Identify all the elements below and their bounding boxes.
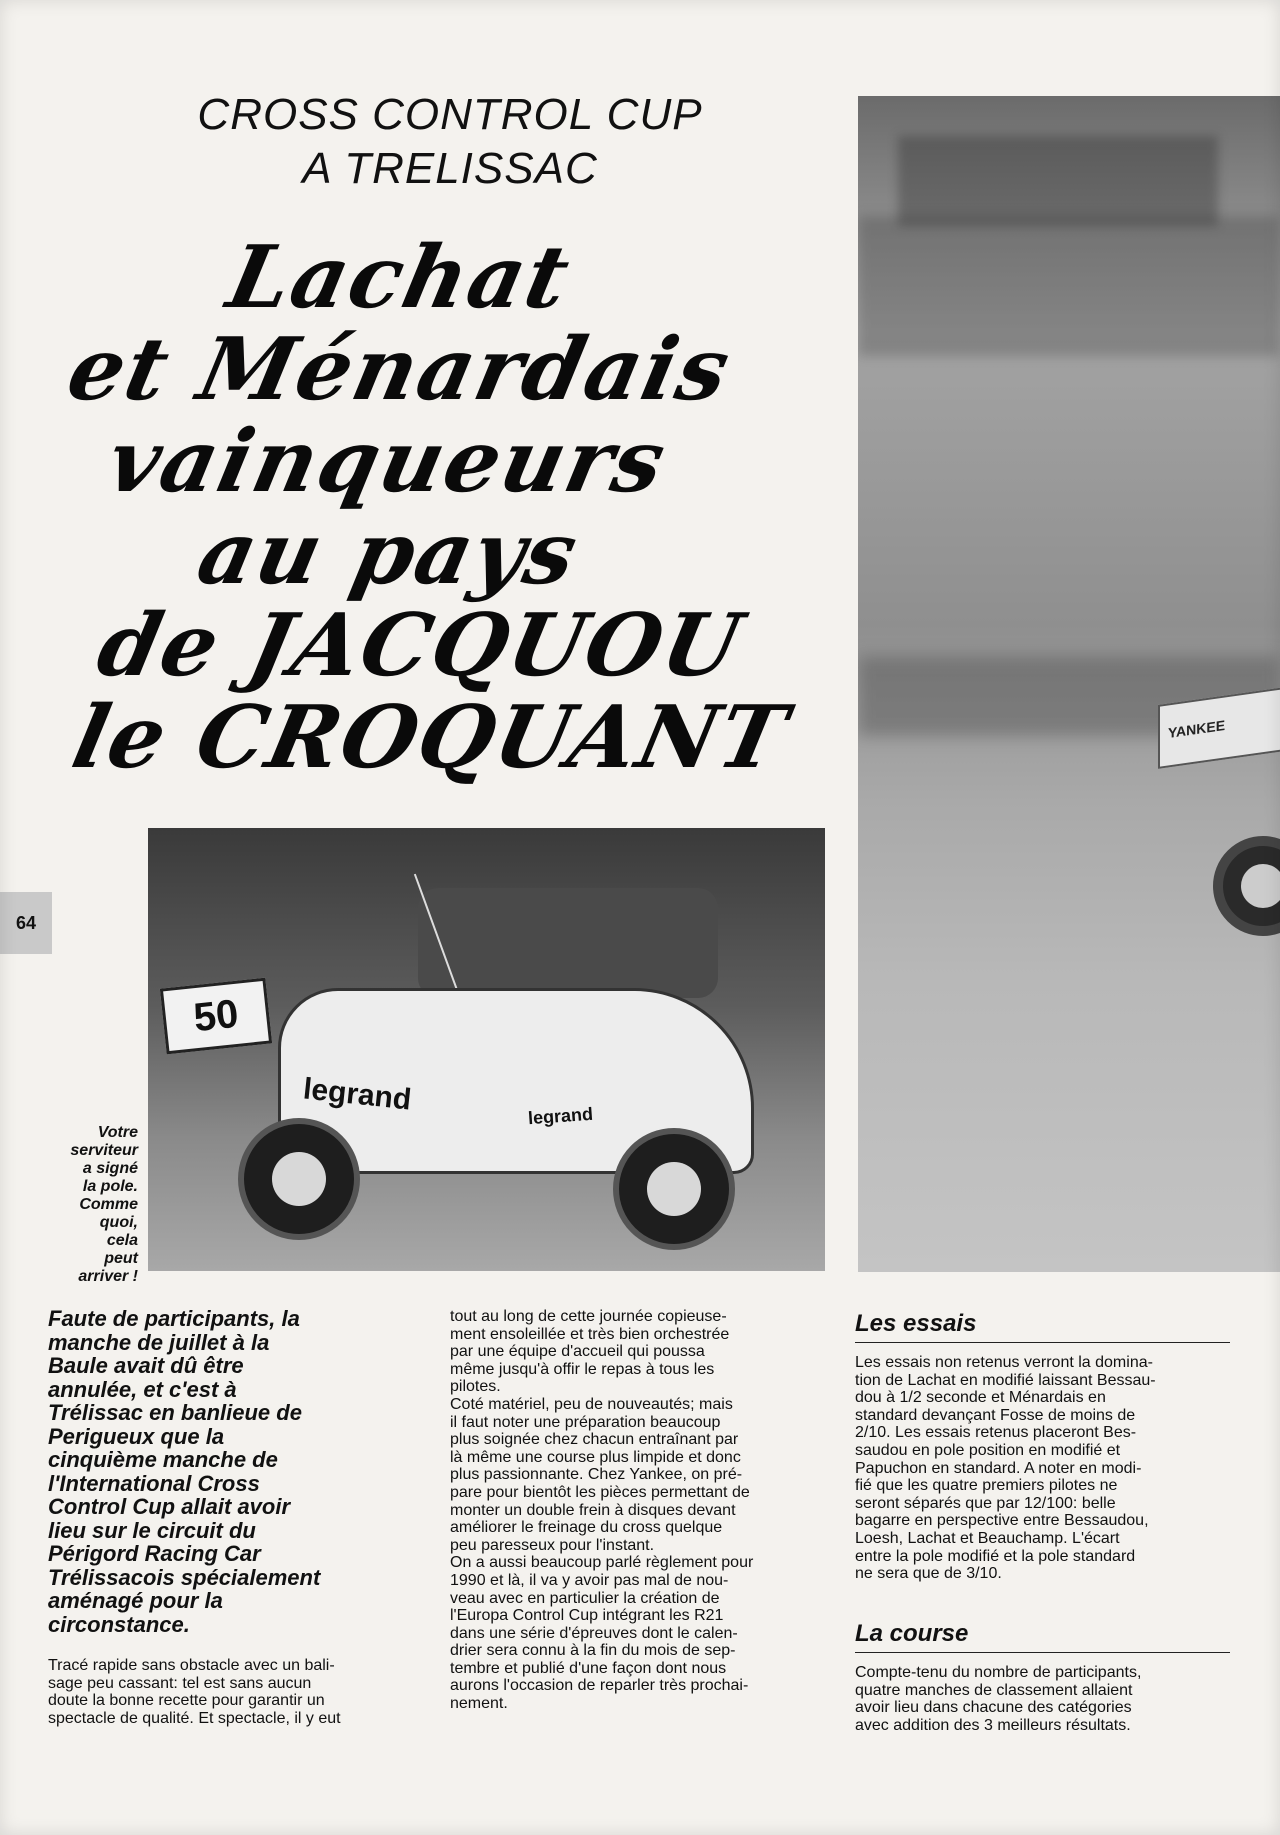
photo-caption [58, 1124, 138, 1286]
body-line: 1990 et là, il va y avoir pas mal de nou- [450, 1571, 729, 1589]
body-line: nement. [450, 1695, 508, 1713]
body-line: plus soignée chez chacun entraînant par [450, 1431, 739, 1449]
sponsor-decal-hood: legrand [527, 1103, 594, 1129]
title-line-1: Lachat [219, 227, 580, 328]
body-line: Compte-tenu du nombre de participants, [855, 1664, 1142, 1681]
section-essais-body [855, 1354, 1235, 1583]
body-line: là même une course plus limpide et donc [450, 1448, 741, 1466]
rear-wheel [613, 1128, 735, 1250]
body-line: monter un double frein à disques devant [450, 1501, 736, 1519]
lead-line: circonstance. [48, 1611, 190, 1637]
article-kicker [150, 88, 750, 196]
photo-grandstand [898, 136, 1218, 226]
lead-line: Périgord Racing Car [48, 1541, 261, 1566]
race-number-plate: 50 [160, 978, 272, 1055]
body-line: saudou en pole position en modifié et [855, 1441, 1121, 1459]
body-line: tembre et publié d'une façon dont nous [450, 1659, 727, 1677]
caption-line: Votre [97, 1124, 138, 1141]
section-course [855, 1620, 1230, 1653]
body-line: améliorer le freinage du cross quelque [450, 1519, 723, 1537]
body-line: standard devançant Fosse de moins de [855, 1406, 1136, 1424]
lead-line: aménagé pour la [48, 1588, 223, 1613]
race-action-photo [858, 96, 1280, 1272]
lead-line: Baule avait dû être [48, 1353, 244, 1378]
caption-line: cela [106, 1232, 138, 1249]
body-line: bagarre en perspective entre Bessaudou, [855, 1512, 1149, 1530]
body-line: plus passionnante. Chez Yankee, on pré- [450, 1466, 743, 1484]
body-line: dou à 1/2 seconde et Ménardais en [855, 1389, 1106, 1407]
body-line: seront séparés que par 12/100: belle [855, 1494, 1116, 1512]
section-heading-course: La course [855, 1620, 1230, 1653]
wing-decal: YANKEE [1168, 716, 1226, 742]
title-line-3: vainqueurs [99, 411, 676, 512]
lead-line: annulée, et c'est à [48, 1376, 237, 1402]
body-line: avec addition des 3 meilleurs résultats. [855, 1716, 1131, 1734]
lead-line: manche de juillet à la [48, 1329, 270, 1355]
column-1-body [48, 1657, 418, 1727]
sponsor-decal-side: legrand [301, 1072, 413, 1117]
body-line: Papuchon en standard. A noter en modi- [855, 1459, 1142, 1477]
body-line: fié que les quatre premiers pilotes ne [855, 1477, 1118, 1495]
body-line: par une équipe d'accueil qui poussa [450, 1343, 705, 1361]
front-wheel [238, 1118, 360, 1240]
kicker-line-2: A TRELISSAC [302, 144, 598, 193]
body-line: aurons l'occasion de reparler très prochai- [450, 1677, 749, 1695]
title-line-6: le CROQUANT [64, 687, 797, 788]
section-heading-essais: Les essais [855, 1310, 1230, 1343]
caption-line: Comme [79, 1196, 138, 1213]
lead-line: Control Cup allait avoir [48, 1494, 291, 1519]
caption-line: quoi, [99, 1214, 138, 1231]
body-line: Coté matériel, peu de nouveautés; mais [450, 1395, 733, 1413]
caption-line: serviteur [70, 1142, 138, 1159]
body-line: 2/10. Les essais retenus placeront Bes- [855, 1424, 1137, 1442]
car-wheel [1213, 836, 1280, 936]
column-2-body [450, 1308, 830, 1713]
section-essais [855, 1310, 1230, 1343]
lead-line: cinquième manche de [48, 1447, 278, 1472]
body-line: drier sera connu à la fin du mois de sep- [450, 1642, 736, 1660]
lead-line: lieu sur le circuit du [48, 1517, 256, 1543]
lead-line: Trélissac en banlieue de [48, 1400, 302, 1425]
lead-line: Perigueux que la [48, 1423, 225, 1449]
body-line: On a aussi beaucoup parlé règlement pour [450, 1554, 754, 1572]
body-line: Les essais non retenus verront la domina- [855, 1354, 1153, 1371]
title-line-2: et Ménardais [59, 319, 740, 420]
body-line: tout au long de cette journée copieuse- [450, 1308, 727, 1325]
body-line: entre la pole modifié et la pole standard [855, 1547, 1136, 1565]
background-chassis [418, 888, 718, 998]
body-line: sage peu cassant: tel est sans aucun [48, 1674, 312, 1692]
page-number-tab: 64 [0, 892, 52, 954]
body-line: quatre manches de classement allaient [855, 1681, 1133, 1699]
body-line: ne sera que de 3/10. [855, 1565, 1002, 1583]
kicker-line-1: CROSS CONTROL CUP [197, 90, 703, 139]
body-line: pare pour bientôt les pièces permettant de [450, 1483, 750, 1501]
section-course-body [855, 1664, 1235, 1734]
body-line: tion de Lachat en modifié laissant Bessau- [855, 1371, 1156, 1389]
body-line: Tracé rapide sans obstacle avec un bali- [48, 1657, 335, 1674]
caption-line: la pole. [82, 1178, 138, 1195]
body-line: même jusqu'à offir le repas à tous les [450, 1360, 715, 1378]
body-line: avoir lieu dans chacune des catégories [855, 1699, 1132, 1717]
body-line: ment ensoleillée et très bien orchestrée [450, 1325, 730, 1343]
body-line: peu paresseux pour l'instant. [450, 1536, 655, 1554]
caption-line: peut [104, 1250, 138, 1267]
title-line-4: au pays [189, 503, 588, 604]
body-line: dans une série d'épreuves dont le calen- [450, 1624, 738, 1642]
lead-line: Trélissacois spécialement [48, 1564, 321, 1590]
caption-line: arriver ! [78, 1268, 138, 1285]
lead-line: l'International Cross [48, 1470, 260, 1496]
article-lead [48, 1307, 408, 1636]
pole-car-photo [148, 828, 825, 1271]
body-line: Loesh, Lachat et Beauchamp. L'écart [855, 1529, 1120, 1547]
caption-line: a signé [82, 1160, 138, 1177]
body-line: il faut noter une préparation beaucoup [450, 1413, 721, 1431]
body-line: veau avec en particulier la création de [450, 1589, 720, 1607]
title-line-5: de JACQUOU [89, 595, 752, 696]
body-line: doute la bonne recette pour garantir un [48, 1692, 325, 1710]
body-line: spectacle de qualité. Et spectacle, il y eut [48, 1709, 341, 1727]
lead-line: Faute de participants, la [48, 1306, 300, 1331]
body-line: l'Europa Control Cup intégrant les R21 [450, 1607, 724, 1625]
photo-motion-blur [858, 216, 1280, 356]
body-line: pilotes. [450, 1378, 501, 1396]
